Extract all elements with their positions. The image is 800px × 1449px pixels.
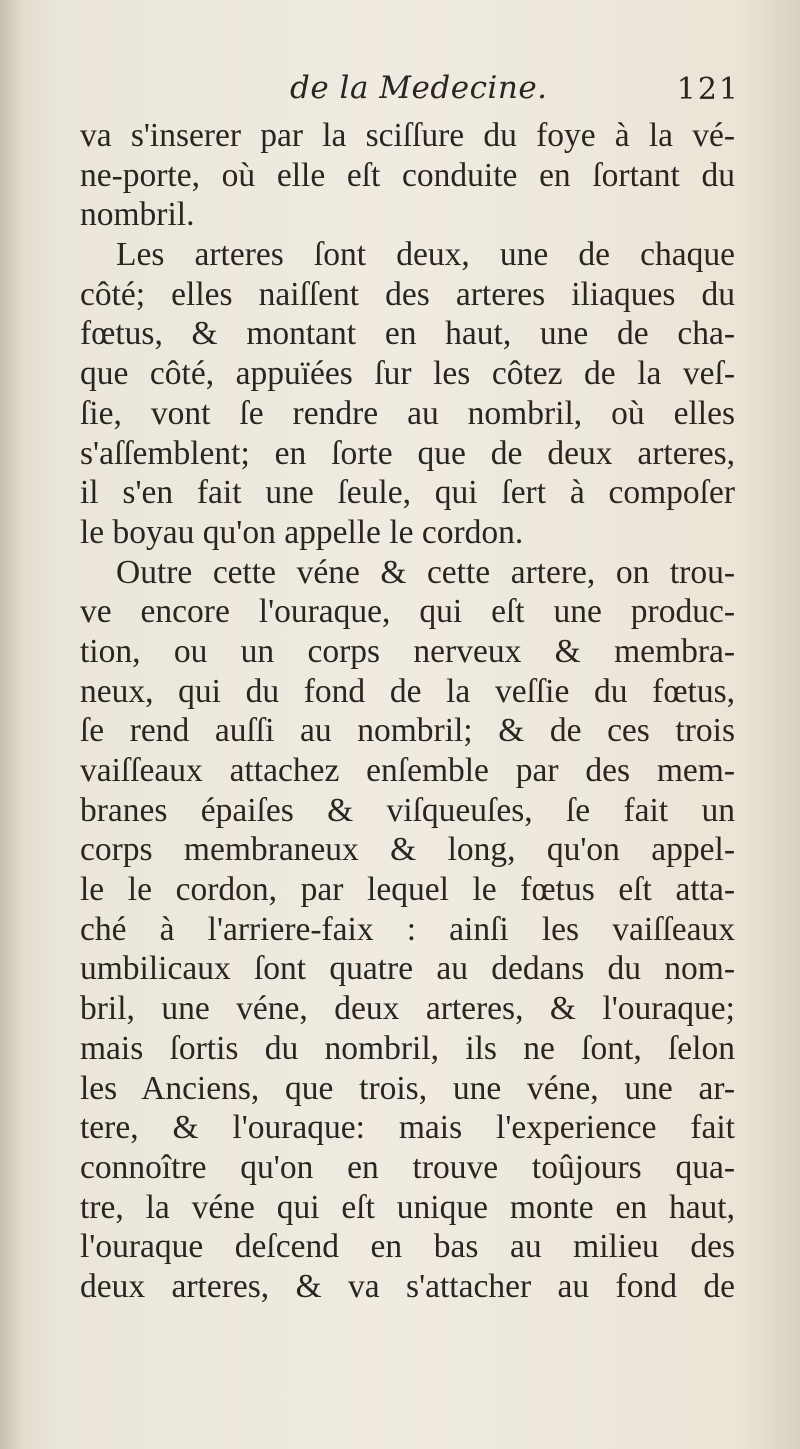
text-line: mais ſortis du nombril, ils ne ſont, ſelon bbox=[80, 1029, 735, 1067]
body-text bbox=[80, 116, 735, 1307]
text-line: ve encore l'ouraque, qui eſt une produc- bbox=[80, 593, 735, 631]
text-line: que côté, appuïées ſur les côtez de la veſ- bbox=[80, 355, 735, 393]
text-line: côté; elles naiſſent des arteres iliaques du bbox=[80, 275, 735, 313]
text-line: fœtus, & montant en haut, une de cha- bbox=[80, 315, 735, 353]
text-line: bril, une véne, deux arteres, & l'ouraque; bbox=[80, 990, 735, 1028]
text-line: l'ouraque deſcend en bas au milieu des bbox=[80, 1228, 735, 1266]
text-line: ne-porte, où elle eſt conduite en ſortant du bbox=[80, 156, 735, 194]
text-line: ſie, vont ſe rendre au nombril, où elles bbox=[80, 394, 735, 432]
text-line: le le cordon, par lequel le fœtus eſt atta- bbox=[80, 871, 735, 909]
text-line: tre, la véne qui eſt unique monte en haut, bbox=[80, 1188, 735, 1226]
paragraph-first-line: Les arteres ſont deux, une de chaque bbox=[116, 236, 735, 274]
text-line: nombril. bbox=[80, 196, 195, 234]
text-line: les Anciens, que trois, une véne, une ar- bbox=[80, 1069, 735, 1107]
running-title: de la Medecine. bbox=[290, 70, 548, 106]
text-line: tere, & l'ouraque: mais l'experience fait bbox=[80, 1109, 735, 1147]
text-line: il s'en fait une ſeule, qui ſert à compoſer bbox=[80, 474, 735, 512]
running-head bbox=[60, 70, 740, 114]
text-line: vaiſſeaux attachez enſemble par des mem- bbox=[80, 752, 735, 789]
text-line: connoître qu'on en trouve toûjours qua- bbox=[80, 1148, 735, 1186]
text-line: deux arteres, & va s'attacher au fond de bbox=[80, 1267, 735, 1305]
text-line: tion, ou un corps nerveux & membra- bbox=[80, 632, 735, 670]
text-line: le boyau qu'on appelle le cordon. bbox=[80, 513, 524, 551]
text-line: ché à l'arriere-faix : ainſi les vaiſſeaux bbox=[80, 910, 735, 948]
text-line: va s'inserer par la sciſſure du foye à la vé- bbox=[80, 117, 735, 154]
text-line: branes épaiſes & viſqueuſes, ſe fait un bbox=[80, 791, 735, 829]
text-line: s'aſſemblent; en ſorte que de deux arteres, bbox=[80, 434, 735, 472]
page-number: 121 bbox=[676, 72, 740, 107]
text-line: corps membraneux & long, qu'on appel- bbox=[80, 831, 735, 869]
text-line: umbilicaux ſont quatre au dedans du nom- bbox=[80, 950, 735, 988]
paragraph-first-line: Outre cette véne & cette artere, on trou- bbox=[116, 553, 735, 591]
gutter-shadow bbox=[0, 0, 22, 1449]
text-line: ſe rend auſſi au nombril; & de ces trois bbox=[80, 712, 735, 750]
text-line: neux, qui du fond de la veſſie du fœtus, bbox=[80, 672, 735, 710]
